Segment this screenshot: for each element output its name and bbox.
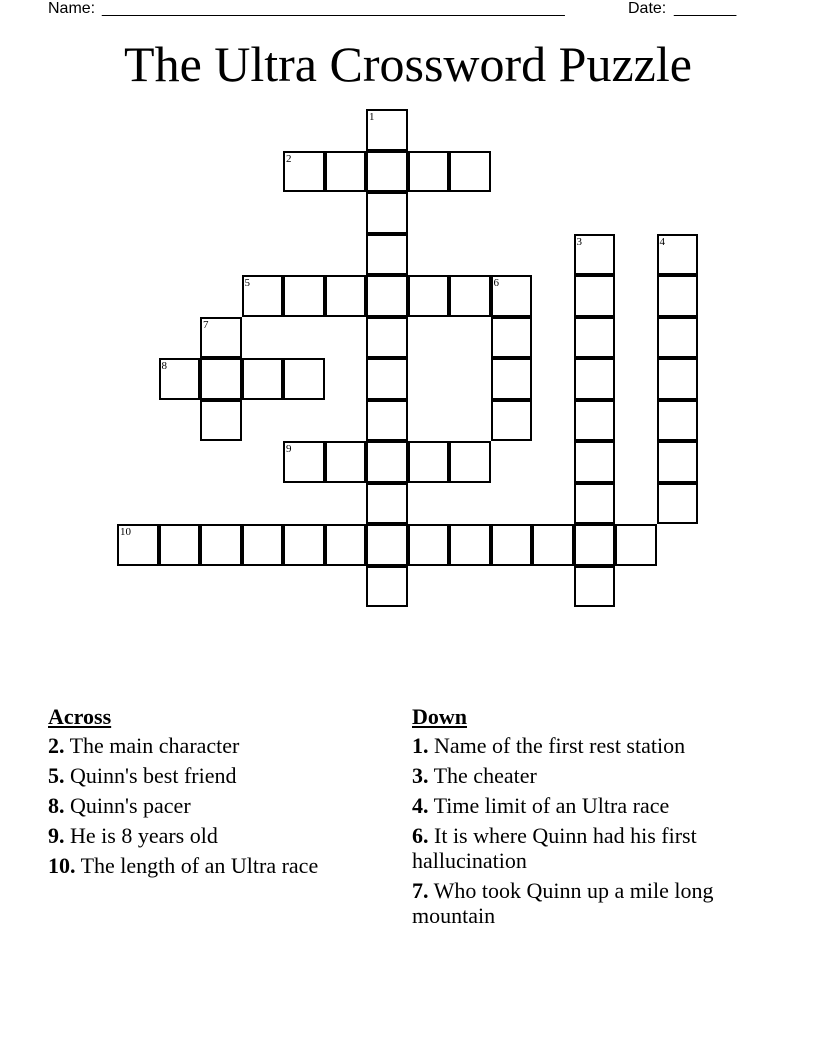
down-clues	[412, 704, 752, 933]
grid-cell[interactable]	[242, 358, 284, 400]
clue-across-9	[48, 823, 388, 848]
grid-cell[interactable]	[615, 524, 657, 566]
clue-text: It is where Quinn had his first hallucination	[412, 823, 697, 873]
clue-number: 8.	[48, 793, 65, 818]
grid-cell[interactable]	[657, 358, 699, 400]
clue-text: Who took Quinn up a mile long mountain	[412, 878, 714, 928]
grid-cell[interactable]	[283, 524, 325, 566]
clue-down-6	[412, 823, 752, 873]
clue-text: Name of the first rest station	[428, 733, 686, 758]
grid-cell[interactable]	[657, 317, 699, 359]
grid-cell[interactable]	[366, 192, 408, 234]
grid-cell[interactable]	[325, 441, 367, 483]
cell-number: 3	[576, 235, 582, 248]
clue-number: 2.	[48, 733, 65, 758]
grid-cell[interactable]	[449, 441, 491, 483]
cell-number: 4	[659, 235, 665, 248]
grid-cell[interactable]	[366, 275, 408, 317]
grid-cell[interactable]	[366, 483, 408, 525]
clue-number: 10.	[48, 853, 76, 878]
cell-number: 7	[203, 318, 209, 331]
clue-text: The length of an Ultra race	[75, 853, 319, 878]
cell-number: 2	[286, 152, 292, 165]
grid-cell[interactable]	[366, 234, 408, 276]
grid-cell[interactable]	[657, 400, 699, 442]
cell-number: 6	[493, 277, 499, 289]
grid-cell[interactable]	[366, 524, 408, 566]
clue-down-4	[412, 793, 752, 818]
grid-cell[interactable]	[657, 234, 699, 276]
clue-number: 7.	[412, 878, 429, 903]
grid-cell[interactable]	[574, 358, 616, 400]
clue-text: He is 8 years old	[64, 823, 218, 848]
grid-cell[interactable]	[449, 151, 491, 193]
clue-number: 5.	[48, 763, 65, 788]
grid-cell[interactable]	[408, 275, 450, 317]
grid-cell[interactable]	[366, 400, 408, 442]
grid-cell[interactable]	[491, 317, 533, 359]
grid-cell[interactable]	[574, 524, 616, 566]
grid-cell[interactable]	[283, 441, 325, 483]
clue-text: Quinn's pacer	[64, 793, 191, 818]
grid-cell[interactable]	[449, 275, 491, 317]
grid-cell[interactable]	[200, 524, 242, 566]
clue-down-7	[412, 878, 752, 928]
name-label: Name:	[48, 0, 96, 17]
clue-down-1	[412, 733, 752, 758]
grid-cell[interactable]	[574, 400, 616, 442]
cell-number: 8	[161, 360, 167, 372]
name-field[interactable]: ____________________________________________________	[102, 0, 565, 17]
grid-cell[interactable]	[200, 358, 242, 400]
grid-cell[interactable]	[574, 483, 616, 525]
grid-cell[interactable]	[574, 566, 616, 608]
grid-cell[interactable]	[657, 275, 699, 317]
grid-cell[interactable]	[200, 317, 242, 359]
clue-across-10	[48, 853, 388, 878]
grid-cell[interactable]	[325, 151, 367, 193]
grid-cell[interactable]	[366, 566, 408, 608]
grid-cell[interactable]	[491, 358, 533, 400]
grid-cell[interactable]	[491, 275, 533, 317]
grid-cell[interactable]	[283, 275, 325, 317]
grid-cell[interactable]	[366, 317, 408, 359]
cell-number: 10	[120, 526, 131, 538]
grid-cell[interactable]	[449, 524, 491, 566]
across-heading: Across	[48, 704, 112, 729]
grid-cell[interactable]	[200, 400, 242, 442]
clue-number: 3.	[412, 763, 429, 788]
grid-cell[interactable]	[574, 234, 616, 276]
grid-cell[interactable]	[242, 275, 284, 317]
clue-text: Time limit of an Ultra race	[428, 793, 670, 818]
grid-cell[interactable]	[491, 524, 533, 566]
page-title: The Ultra Crossword Puzzle	[124, 36, 692, 92]
grid-cell[interactable]	[574, 317, 616, 359]
grid-cell[interactable]	[657, 441, 699, 483]
grid-cell[interactable]	[408, 151, 450, 193]
grid-cell[interactable]	[491, 400, 533, 442]
grid-cell[interactable]	[408, 524, 450, 566]
grid-cell[interactable]	[408, 441, 450, 483]
cell-number: 5	[244, 277, 250, 289]
across-clues	[48, 704, 388, 883]
clue-across-5	[48, 763, 388, 788]
grid-cell[interactable]	[283, 151, 325, 193]
grid-cell[interactable]	[574, 275, 616, 317]
grid-cell[interactable]	[242, 524, 284, 566]
grid-cell[interactable]	[574, 441, 616, 483]
grid-cell[interactable]	[366, 109, 408, 151]
clue-text: The cheater	[428, 763, 537, 788]
grid-cell[interactable]	[159, 524, 201, 566]
cell-number: 1	[369, 111, 375, 123]
date-label: Date:	[628, 0, 667, 17]
clue-number: 1.	[412, 733, 429, 758]
clue-down-3	[412, 763, 752, 788]
clue-number: 9.	[48, 823, 65, 848]
grid-cell[interactable]	[117, 524, 159, 566]
grid-cell[interactable]	[325, 275, 367, 317]
clue-across-8	[48, 793, 388, 818]
clue-number: 6.	[412, 823, 429, 848]
grid-cell[interactable]	[366, 441, 408, 483]
grid-cell[interactable]	[283, 358, 325, 400]
grid-cell[interactable]	[325, 524, 367, 566]
grid-cell[interactable]	[159, 358, 201, 400]
clue-across-2	[48, 733, 388, 758]
grid-cell[interactable]	[657, 483, 699, 525]
grid-cell[interactable]	[366, 151, 408, 193]
cell-number: 9	[286, 443, 292, 455]
down-heading: Down	[412, 704, 468, 729]
grid-cell[interactable]	[532, 524, 574, 566]
clue-text: The main character	[64, 733, 240, 758]
date-field[interactable]: _______	[674, 0, 737, 17]
clue-number: 4.	[412, 793, 429, 818]
clue-text: Quinn's best friend	[64, 763, 237, 788]
grid-cell[interactable]	[366, 358, 408, 400]
